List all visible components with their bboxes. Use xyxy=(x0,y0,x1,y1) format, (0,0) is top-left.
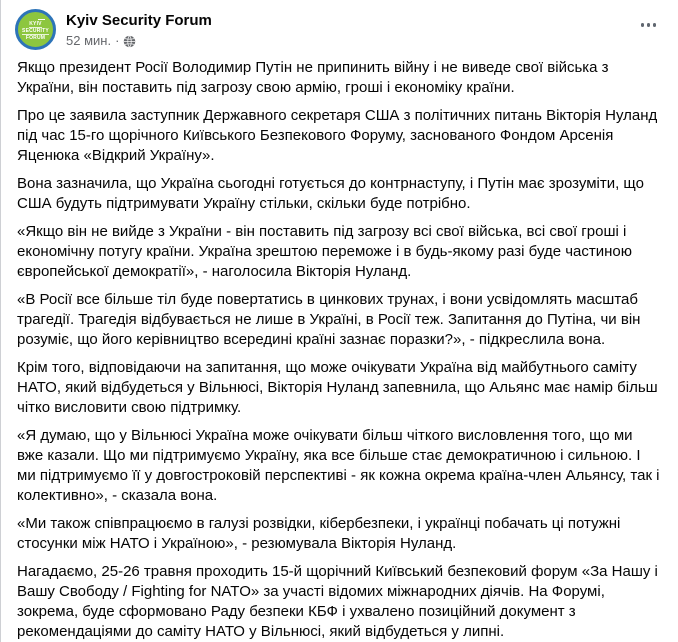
avatar[interactable] xyxy=(15,9,56,50)
avatar-logo-text: SECURITY xyxy=(22,27,49,34)
avatar-logo-dash xyxy=(38,19,45,20)
post-text-paragraph: Крім того, відповідаючи на запитання, що може очікувати Україна від майбутнього саміту НАТО, який відбудеться у Вільнюсі, Вікторія Нуланд запевнила, що Альянс має намір більш чітко висловити свою підтримку. xyxy=(17,359,658,416)
post-text-paragraph: Нагадаємо, 25-26 травня проходить 15-й щорічний Київський безпековий форум «За Нашу і Вашу Свободу / Fighting for NATO» за участі відомих міжнародних діячів. На Форумі, зокрема, буде сформовано Раду безпеки КБФ і ухвалено позиційний документ з рекомендаціями до саміту НАТО у Вільнюсі, який відбудеться у липні. xyxy=(17,563,658,640)
post-body-text xyxy=(1,55,678,642)
post-text-paragraph: «В Росії все більше тіл буде повертатись в цинкових трунах, і вони усвідомлять масштаб трагедії. Трагедія відбувається не лише в Україні, в Росії теж. Запитання до Путіна, чи він розуміє, що його керівництво всередині країні зазнає поразки?», - підкреслила вона. xyxy=(17,291,641,348)
post-meta xyxy=(66,32,635,49)
post-header xyxy=(1,0,678,55)
post-text-paragraph: «Я думаю, що у Вільнюсі Україна може очікувати більш чіткого висловлення того, що ми вже казали. Що ми підтримуємо Україну, яка все більше стає демократичною і сильною. І ми підтримуємо її у довгостроковій перспективі - як кожна окрема країна-член Альянсу, так і колективно», - сказала вона. xyxy=(17,427,660,504)
avatar-logo-text: KYIV xyxy=(29,20,42,27)
post-text-paragraph: Вона зазначила, що Україна сьогодні готується до контрнаступу, і Путін має зрозуміти, що США будуть підтримувати Україну стільки, скільки буде потрібно. xyxy=(17,175,644,212)
post-header-info xyxy=(66,9,635,49)
meta-separator: · xyxy=(115,33,120,48)
globe-privacy-icon xyxy=(123,35,136,48)
post-text-paragraph: Про це заявила заступник Державного секретаря США з політичних питань Вікторія Нуланд під час 15-го щорічного Київського Безпекового Форуму, заснованого Фондом Арсенія Яценюка «Відкрий Україну». xyxy=(17,107,658,164)
post-text-paragraph: Якщо президент Росії Володимир Путін не припинить війну і не виведе свої війська з України, він поставить під загрозу свою армію, гроші і економіку країни. xyxy=(17,59,609,96)
more-options-icon xyxy=(641,23,645,27)
more-options-button[interactable] xyxy=(635,9,663,33)
post-text-paragraph: «Якщо він не вийде з України - він поставить під загрозу всі свої війська, всі свої гроші і економічну потугу країни. Україна зрештою переможе і в будь-якому разі буде частиною європейської демократії», - наголосила Вікторія Нуланд. xyxy=(17,223,632,280)
more-options-icon xyxy=(647,23,651,27)
more-options-icon xyxy=(653,23,657,27)
avatar-logo-text: FORUM xyxy=(25,34,46,41)
timestamp[interactable]: 52 мин. xyxy=(66,33,112,48)
author-name-link[interactable]: Kyiv Security Forum xyxy=(66,12,212,29)
post-text-paragraph: «Ми також співпрацюємо в галузі розвідки, кібербезпеки, і українці побачать ці потужні стосунки між НАТО і Україною», - резюмувала Вікторія Нуланд. xyxy=(17,515,621,552)
